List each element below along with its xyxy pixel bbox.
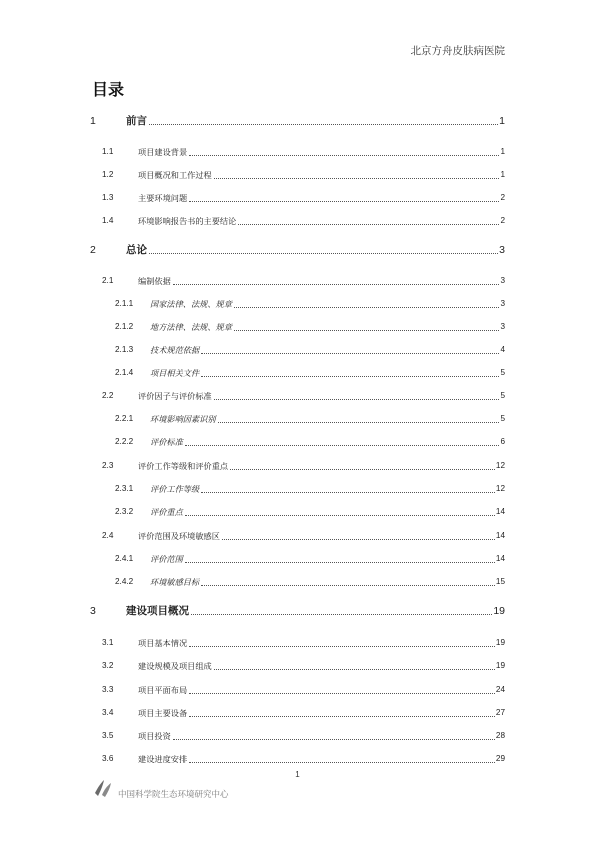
toc-entry-page: 3: [500, 299, 505, 308]
toc-entry[interactable]: [102, 659, 505, 673]
toc-dot-leader: [185, 514, 495, 516]
toc-entry-page: 2: [500, 216, 505, 225]
toc-title: 目录: [92, 80, 125, 99]
toc-entry-label: 地方法律、法规、规章: [150, 322, 232, 332]
toc-entry-number: 2.3: [102, 461, 114, 470]
toc-dot-leader: [222, 538, 495, 540]
toc-entry-page: 12: [495, 484, 505, 493]
toc-entry-number: 3.1: [102, 638, 114, 647]
toc-entry-number: 2.1.4: [115, 368, 134, 377]
toc-entry-label: 建设规模及项目组成: [138, 661, 212, 671]
toc-entry-page: 5: [500, 368, 505, 377]
toc-entry-page: 12: [495, 461, 505, 470]
toc-entry-number: 3.4: [102, 708, 114, 717]
toc-entry-page: 5: [500, 391, 505, 400]
toc-dot-leader: [238, 223, 499, 225]
toc-entry[interactable]: [90, 243, 505, 257]
toc-entry[interactable]: [102, 752, 505, 766]
toc-entry-page: 3: [500, 322, 505, 331]
toc-dot-leader: [173, 283, 500, 285]
toc-entry[interactable]: [102, 145, 505, 159]
toc-entry-number: 2.2: [102, 391, 114, 400]
toc-entry[interactable]: [115, 552, 505, 566]
toc-entry-label: 评价范围: [150, 554, 183, 564]
toc-entry-number: 1: [90, 115, 96, 127]
institute-logo-icon: [92, 777, 114, 799]
toc-entry[interactable]: [102, 729, 505, 743]
toc-entry[interactable]: [115, 575, 505, 589]
toc-entry-page: 1: [500, 147, 505, 156]
toc-entry-label: 项目建设背景: [138, 147, 188, 157]
toc-entry-label: 项目基本情况: [138, 638, 188, 648]
toc-entry-page: 5: [500, 414, 505, 423]
toc-entry-page: 29: [495, 754, 505, 763]
toc-entry-label: 主要环境问题: [138, 193, 188, 203]
toc-entry-number: 3.2: [102, 661, 114, 670]
toc-entry-number: 2.3.2: [115, 507, 134, 516]
toc-dot-leader: [234, 329, 500, 331]
toc-entry[interactable]: [115, 343, 505, 357]
toc-entry-number: 2.3.1: [115, 484, 134, 493]
toc-dot-leader: [214, 668, 495, 670]
toc-entry-page: 6: [500, 437, 505, 446]
toc-entry-page: 24: [495, 685, 505, 694]
toc-entry-number: 2.2.1: [115, 414, 134, 423]
toc-entry-page: 14: [495, 531, 505, 540]
toc-entry-label: 评价因子与评价标准: [138, 391, 212, 401]
toc-dot-leader: [201, 375, 499, 377]
toc-dot-leader: [189, 761, 495, 763]
toc-dot-leader: [189, 715, 495, 717]
toc-entry[interactable]: [115, 297, 505, 311]
page-number: 1: [295, 770, 300, 779]
toc-entry-label: 评价标准: [150, 437, 183, 447]
toc-entry-label: 评价工作等级和评价重点: [138, 461, 229, 471]
toc-entry-number: 2.4.2: [115, 577, 134, 586]
toc-entry-label: 环境敏感目标: [150, 577, 200, 587]
toc-entry-label: 评价工作等级: [150, 484, 200, 494]
toc-entry-label: 国家法律、法规、规章: [150, 299, 232, 309]
toc-entry-page: 14: [495, 507, 505, 516]
footer-organization: 中国科学院生态环境研究中心: [118, 790, 229, 800]
toc-dot-leader: [214, 398, 500, 400]
toc-entry-page: 19: [495, 661, 505, 670]
toc-entry[interactable]: [115, 435, 505, 449]
toc-dot-leader: [214, 177, 500, 179]
toc-entry-label: 项目主要设备: [138, 708, 188, 718]
page-header-hospital: 北京方舟皮肤病医院: [410, 45, 505, 57]
toc-dot-leader: [191, 613, 492, 615]
toc-entry[interactable]: [102, 168, 505, 182]
toc-entry[interactable]: [102, 191, 505, 205]
toc-dot-leader: [149, 123, 498, 125]
toc-entry-label: 项目平面布局: [138, 685, 188, 695]
toc-entry-page: 15: [495, 577, 505, 586]
toc-dot-leader: [189, 154, 499, 156]
toc-entry-page: 14: [495, 554, 505, 563]
toc-entry-number: 2: [90, 244, 96, 256]
toc-entry-label: 环境影响报告书的主要结论: [138, 216, 237, 226]
toc-dot-leader: [189, 645, 495, 647]
toc-entry-label: 环境影响因素识别: [150, 414, 216, 424]
toc-entry-page: 4: [500, 345, 505, 354]
toc-dot-leader: [234, 306, 500, 308]
toc-entry-label: 前言: [126, 115, 147, 127]
toc-entry-page: 1: [499, 115, 505, 127]
toc-entry-label: 技术规范依据: [150, 345, 200, 355]
toc-entry-number: 1.1: [102, 147, 114, 156]
toc-entry-page: 27: [495, 708, 505, 717]
toc-entry-page: 19: [493, 605, 505, 617]
toc-entry[interactable]: [115, 505, 505, 519]
toc-entry[interactable]: [102, 214, 505, 228]
toc-entry[interactable]: [102, 459, 505, 473]
toc-entry-page: 2: [500, 193, 505, 202]
toc-entry[interactable]: [102, 529, 505, 543]
toc-entry-number: 1.4: [102, 216, 114, 225]
toc-entry-number: 2.2.2: [115, 437, 134, 446]
page-footer: [92, 776, 229, 800]
toc-entry[interactable]: [102, 274, 505, 288]
toc-entry-label: 项目相关文件: [150, 368, 200, 378]
toc-entry-number: 2.1.2: [115, 322, 134, 331]
toc-entry-page: 19: [495, 638, 505, 647]
toc-dot-leader: [201, 584, 495, 586]
toc-dot-leader: [189, 200, 499, 202]
toc-entry-page: 1: [500, 170, 505, 179]
toc-entry-number: 1.2: [102, 170, 114, 179]
toc-dot-leader: [201, 352, 499, 354]
toc-entry-label: 项目概况和工作过程: [138, 170, 212, 180]
toc-entry-label: 编制依据: [138, 276, 171, 286]
toc-entry-number: 2.1.1: [115, 299, 134, 308]
toc-entry-page: 28: [495, 731, 505, 740]
toc-entry-number: 3: [90, 605, 96, 617]
toc-entry-number: 3.6: [102, 754, 114, 763]
toc-entry-page: 3: [500, 276, 505, 285]
toc-entry-number: 3.3: [102, 685, 114, 694]
toc-dot-leader: [173, 738, 495, 740]
toc-entry[interactable]: [102, 636, 505, 650]
toc-dot-leader: [230, 468, 495, 470]
toc-dot-leader: [149, 252, 498, 254]
toc-dot-leader: [201, 491, 495, 493]
toc-entry-number: 2.4: [102, 531, 114, 540]
toc-entry-number: 2.1.3: [115, 345, 134, 354]
toc-entry[interactable]: [115, 482, 505, 496]
toc-entry-label: 建设进度安排: [138, 754, 188, 764]
toc-entry-number: 3.5: [102, 731, 114, 740]
toc-dot-leader: [218, 421, 500, 423]
toc-entry-label: 建设项目概况: [126, 605, 189, 617]
toc-entry[interactable]: [115, 366, 505, 380]
toc-dot-leader: [185, 444, 500, 446]
toc-entry-label: 总论: [126, 244, 147, 256]
toc-entry[interactable]: [115, 412, 505, 426]
toc-entry[interactable]: [90, 114, 505, 128]
toc-entry[interactable]: [102, 389, 505, 403]
toc-entry[interactable]: [102, 683, 505, 697]
toc-dot-leader: [185, 561, 495, 563]
toc-entry[interactable]: [115, 320, 505, 334]
toc-entry-label: 评价范围及环境敏感区: [138, 531, 220, 541]
toc-entry-number: 2.4.1: [115, 554, 134, 563]
toc-entry-label: 评价重点: [150, 507, 183, 517]
toc-dot-leader: [189, 692, 495, 694]
toc-entry-label: 项目投资: [138, 731, 171, 741]
toc-entry-number: 1.3: [102, 193, 114, 202]
toc-entry[interactable]: [90, 604, 505, 618]
toc-entry-page: 3: [499, 244, 505, 256]
toc-entry[interactable]: [102, 706, 505, 720]
toc-entry-number: 2.1: [102, 276, 114, 285]
